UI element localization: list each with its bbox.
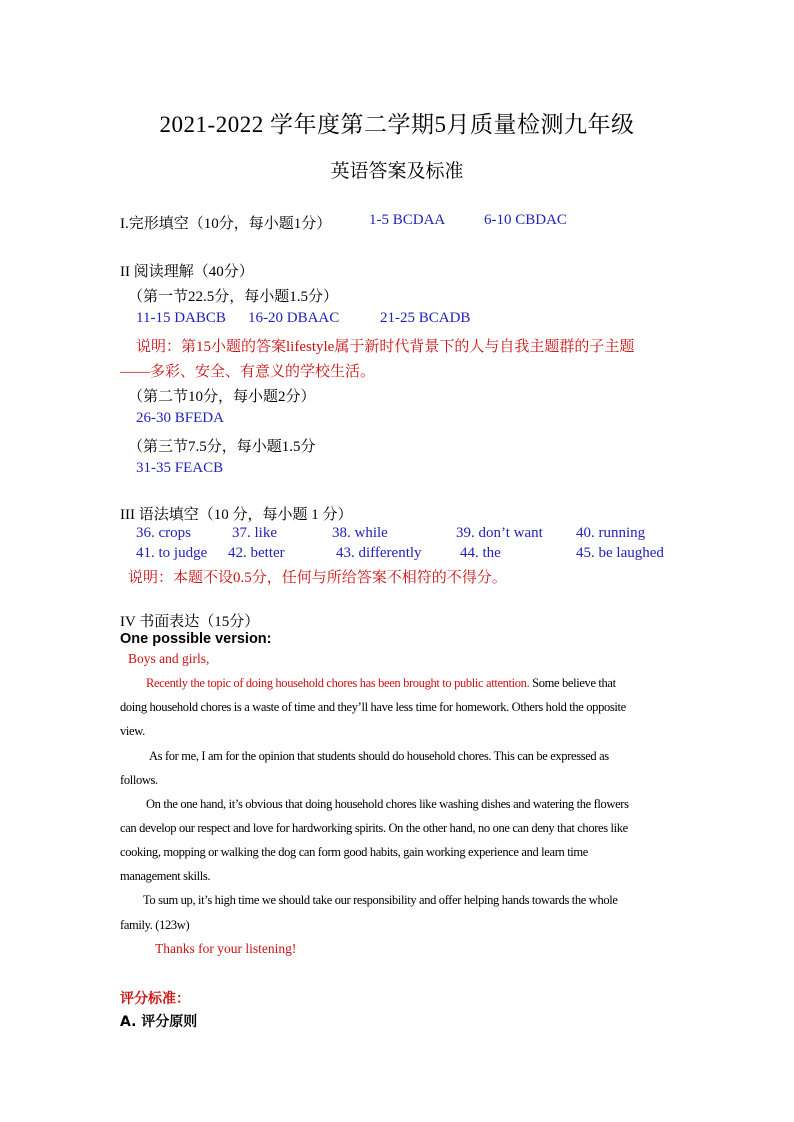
section2-heading: II 阅读理解（40分） — [120, 264, 254, 280]
section2-part1-answer-1: 11-15 DABCB — [136, 310, 226, 326]
section2-part1-answer-2: 16-20 DBAAC — [248, 310, 340, 326]
section3-answer-38: 38. while — [332, 525, 388, 541]
document-subtitle: 英语答案及标准 — [330, 161, 464, 182]
essay-closing: Thanks for your listening! — [155, 941, 297, 956]
section1-heading: I.完形填空（10分，每小题1分） — [120, 216, 332, 232]
section3-answer-40: 40. running — [576, 525, 646, 541]
section3-answer-45: 45. be laughed — [576, 545, 664, 561]
essay-p3-line1: On the one hand, it’s obvious that doing household chores like washing dishes and watering the flowers — [146, 797, 629, 811]
section3-answer-41: 41. to judge — [136, 545, 208, 561]
essay-p1-line2: doing household chores is a waste of time and they’ll have less time for homework. Others hold the opposite — [120, 700, 626, 714]
section3-answer-36: 36. crops — [136, 525, 191, 541]
section1-answer-2: 6-10 CBDAC — [484, 212, 567, 228]
section4-heading: IV 书面表达（15分） — [120, 614, 260, 630]
essay-p3-line4: management skills. — [120, 869, 211, 883]
version-label: One possible version: — [120, 631, 272, 647]
section2-part2-answers: 26-30 BFEDA — [136, 410, 224, 426]
section1-answer-1: 1-5 BCDAA — [369, 212, 446, 228]
section3-note: 说明：本题不设0.5分，任何与所给答案不相符的不得分。 — [128, 570, 507, 586]
essay-p2-line1: As for me, I am for the opinion that students should do household chores. This can be expressed as — [149, 749, 609, 763]
section3-answer-37: 37. like — [232, 525, 277, 541]
section2-part3-answers: 31-35 FEACB — [136, 460, 224, 476]
section3-answer-42: 42. better — [228, 545, 285, 561]
document-title: 2021-2022 学年度第二学期5月质量检测九年级 — [159, 112, 635, 137]
section2-part1-label: （第一节22.5分，每小题1.5分） — [128, 289, 339, 305]
scoring-heading: 评分标准： — [120, 991, 190, 1007]
essay-p1-rest-text: Some believe that — [529, 676, 616, 690]
essay-p2-line2: follows. — [120, 773, 158, 787]
section3-answer-39: 39. don’t want — [456, 525, 543, 541]
essay-p1-line3: view. — [120, 724, 145, 738]
essay-p3-line3: cooking, mopping or walking the dog can form good habits, gain working experience and learn time — [120, 845, 589, 859]
section3-answer-43: 43. differently — [336, 545, 422, 561]
essay-p4-line1: To sum up, it’s high time we should take our responsibility and offer helping hands towards the whole — [143, 893, 618, 907]
section2-part2-label: （第二节10分，每小题2分） — [128, 389, 316, 405]
essay-p1-red-text: Recently the topic of doing household chores has been brought to public attention. — [146, 676, 530, 690]
section2-note-line2: ——多彩、安全、有意义的学校生活。 — [120, 364, 376, 380]
essay-p3-line2: can develop our respect and love for hardworking spirits. On the other hand, no one can deny that chores like — [120, 821, 628, 835]
scoring-sub-a: A. 评分原则 — [120, 1014, 198, 1030]
section2-part3-label: （第三节7.5分，每小题1.5分 — [128, 439, 316, 455]
section3-answer-44: 44. the — [460, 545, 501, 561]
section2-note-line1: 说明：第15小题的答案lifestyle属于新时代背景下的人与自我主题群的子主题 — [136, 339, 635, 355]
section2-part1-answer-3: 21-25 BCADB — [380, 310, 471, 326]
essay-p4-line2: family. (123w) — [120, 918, 190, 932]
section3-heading: III 语法填空（10 分，每小题 1 分） — [120, 507, 353, 523]
essay-greeting: Boys and girls, — [128, 651, 210, 666]
essay-p1-line1 — [146, 676, 616, 691]
